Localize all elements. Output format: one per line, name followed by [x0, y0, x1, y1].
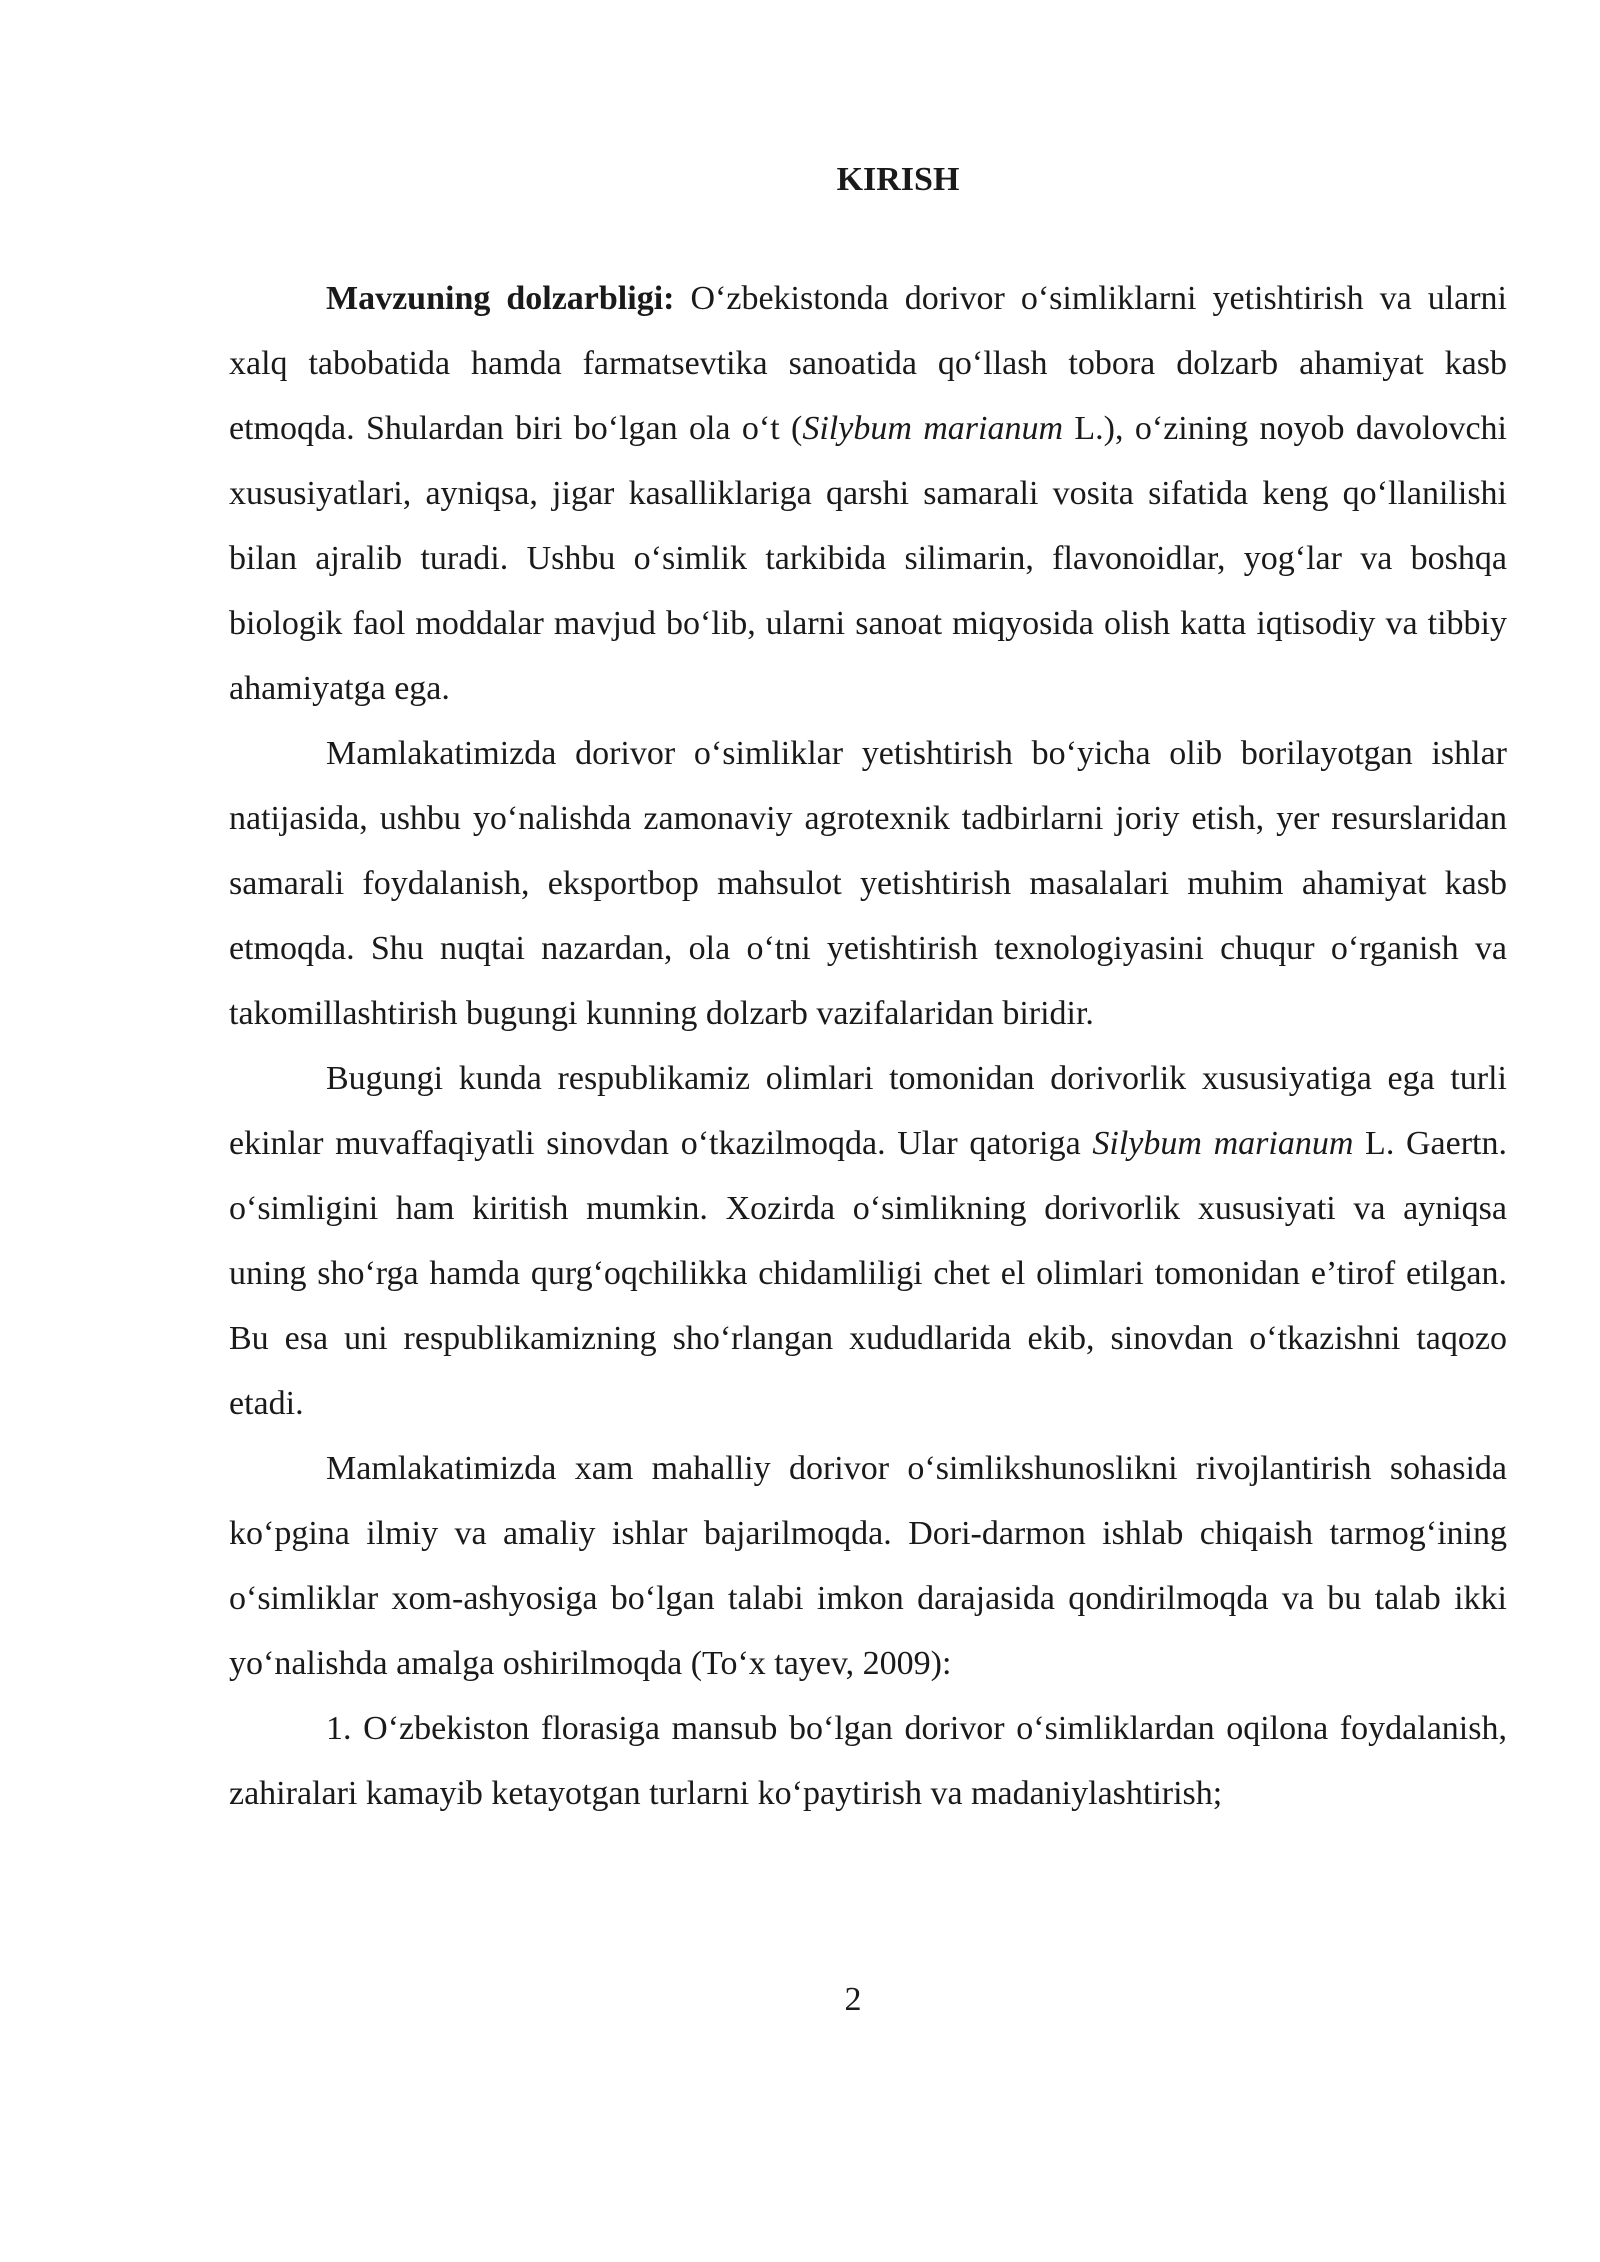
paragraph-domestic: Mamlakatimizda xam mahalliy dorivor o‘simlikshunoslikni rivojlantirish sohasida ko‘pgina ilmiy va amaliy ishlar bajarilmoqda. Dori-darmon ishlab chiqaish tarmog‘ining o‘simliklar xom-ashyosiga bo‘lgan talabi imkon darajasida qondirilmoqda va bu talab ikki yo‘nalishda amalga oshirilmoqda (To‘x tayev, 2009): [229, 1450, 1507, 1682]
species-name: Silybum marianum [802, 410, 1064, 447]
paragraph-text: Bugungi kunda respublikamiz olimlari tomonidan dorivorlik xususiyatiga ega turli ekinlar muvaffaqiyatli sinovdan o‘tkazilmoqda. Ular qatoriga [229, 1060, 1507, 1162]
paragraph-research [229, 1046, 1507, 1436]
page-number: 2 [844, 1981, 862, 2018]
paragraph-text: L. Gaertn. o‘simligini ham kiritish mumkin. Xozirda o‘simlikning dorivorlik xususiyati va ayniqsa uning sho‘rga hamda qurg‘oqchilikka chidamliligi chet el olimlari tomonidan e’tirof etilgan. Bu esa uni respublikamizning sho‘rlangan xududlarida ekib, sinovdan o‘tkazishni taqozo etadi. [229, 1125, 1507, 1422]
relevance-lead: Mavzuning dolzarbligi: [326, 280, 675, 317]
document-page [229, 160, 1507, 1826]
paragraph-text: O‘zbekistonda dorivor o‘simliklarni yetishtirish va ularni xalq tabobatida hamda farmatsevtika sanoatida qo‘llash tobora dolzarb ahamiyat kasb etmoqda. Shulardan biri bo‘lgan ola o‘t ( [229, 280, 1507, 447]
chapter-title: KIRISH [836, 161, 960, 198]
paragraph-text: L.), o‘zining noyob davolovchi xususiyatlari, ayniqsa, jigar kasalliklariga qarshi samarali vosita sifatida keng qo‘llanilishi bilan ajralib turadi. Ushbu o‘simlik tarkibida silimarin, flavonoidlar, yog‘lar va boshqa biologik faol moddalar mavjud bo‘lib, ularni sanoat miqyosida olish katta iqtisodiy va tibbiy ahamiyatga ega. [229, 410, 1507, 707]
list-item-1: 1. O‘zbekiston florasiga mansub bo‘lgan dorivor o‘simliklardan oqilona foydalanish, zahiralari kamayib ketayotgan turlarni ko‘paytirish va madaniylashtirish; [229, 1710, 1507, 1812]
paragraph-cultivation: Mamlakatimizda dorivor o‘simliklar yetishtirish bo‘yicha olib borilayotgan ishlar natijasida, ushbu yo‘nalishda zamonaviy agrotexnik tadbirlarni joriy etish, yer resurslaridan samarali foydalanish, eksportbop mahsulot yetishtirish masalalari muhim ahamiyat kasb etmoqda. Shu nuqtai nazardan, ola o‘tni yetishtirish texnologiyasini chuqur o‘rganish va takomillashtirish bugungi kunning dolzarb vazifalaridan biridir. [229, 735, 1507, 1032]
species-name: Silybum marianum [1092, 1125, 1354, 1162]
paragraph-relevance [229, 266, 1507, 721]
